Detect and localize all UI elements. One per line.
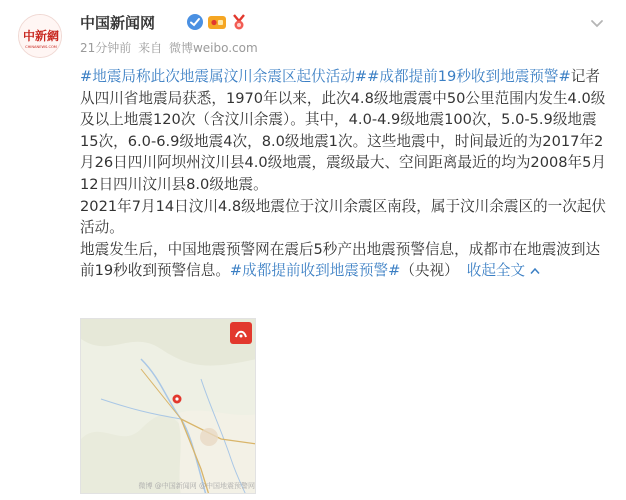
verified-icon <box>186 13 204 31</box>
hashtag-link[interactable]: #成都提前收到地震预警# <box>229 262 401 280</box>
chevron-up-icon <box>530 267 540 275</box>
chevron-down-icon[interactable] <box>588 14 606 32</box>
avatar-logo-subtext: CHINANEWS.COM <box>25 45 57 49</box>
avatar-logo-icon <box>19 15 62 58</box>
paragraph-text: 地震发生后，中国地震预警网在震后5秒产出地震预警信息，成都市在地震波到达前19秒收到预警信息。 <box>80 240 601 280</box>
warning-network-logo-icon <box>230 322 252 344</box>
collapse-label: 收起全文 <box>466 262 526 280</box>
paragraph-text: 记者从四川省地震局获悉，1970年以来，此次4.8级地震震中50公里范围内发生4.0级及以上地震120次（含汶川余震）。其中，4.0-4.9级地震100次，5.0-5.9级地震15次，6.0-6.9级地震4次，8.0级地震1次。这些地震中，时间最近的为2017年2月26日四川阿坝州汶川县4.0级地震，震级最大、空间距离最近的均为2008年5月12日四川汶川县8.0级地震。 <box>80 68 607 193</box>
paragraph-2: 2021年7月14日汶川4.8级地震位于汶川余震区南段，属于汶川余震区的一次起伏活动。 <box>80 197 607 237</box>
collapse-link[interactable] <box>467 262 540 279</box>
medal-badge-icon[interactable] <box>231 13 247 31</box>
paragraph-1 <box>80 66 610 196</box>
source-prefix: 来自 <box>138 41 163 55</box>
avatar-logo-text: 中新網 <box>22 29 60 43</box>
post-source[interactable]: 微博weibo.com <box>168 41 258 55</box>
member-badge-icon[interactable] <box>207 13 227 31</box>
source-credit: （央视） <box>400 262 459 280</box>
post-content <box>80 66 610 282</box>
hashtag-link[interactable]: #地震局称此次地震属汶川余震区起伏活动# <box>80 68 368 85</box>
post-time[interactable]: 21分钟前 <box>80 41 132 55</box>
image-watermark: 微博 @中国新闻网 @中国地震预警网 <box>138 482 255 490</box>
post-image-map[interactable] <box>80 318 256 494</box>
paragraph-3 <box>80 239 610 282</box>
hashtag-link[interactable]: #成都提前19秒收到地震预警# <box>367 68 571 85</box>
earthquake-map <box>81 319 256 494</box>
avatar[interactable] <box>18 14 62 58</box>
author-name[interactable]: 中国新闻网 <box>80 14 156 32</box>
post-meta <box>80 39 261 56</box>
